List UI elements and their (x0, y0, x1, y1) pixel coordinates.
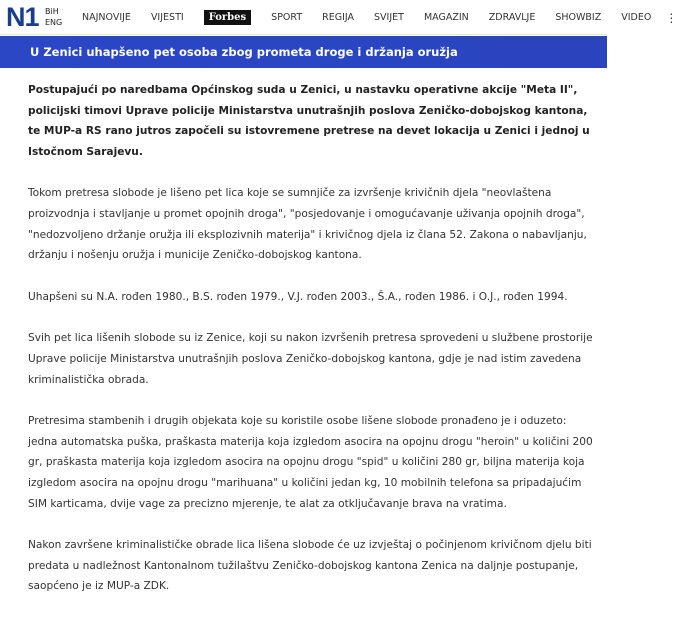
article-paragraph: Svih pet lica lišenih slobode su iz Zenice, koji su nakon izvršenih pretresa sprovedeni u službene prostorije Uprave policije Ministarstva unutrašnjih poslova Zeničko-dobojskog kantona, gdje je nad istim zavedena kriminalistička obrada. (28, 332, 593, 386)
article-lead: Postupajući po naredbama Općinskog suda u Zenici, u nastavku operativne akcije "Meta II", policijski timovi Uprave policije Ministarstva unutrašnjih poslova Zeničko-dobojskog kantona, te MUP-a RS rano jutros započeli su istovremene pretrese na devet lokacija u Zenici i jednoj u Istočnom Sarajevu. (28, 84, 590, 158)
edition-switcher (45, 6, 62, 28)
edition-bih[interactable]: BiH (45, 7, 59, 16)
nav-item-svijet[interactable]: SVIJET (374, 12, 404, 23)
nav-item-video[interactable]: VIDEO (621, 12, 652, 23)
nav-item-showbiz[interactable]: SHOWBIZ (555, 12, 602, 23)
top-navigation-bar (0, 0, 677, 35)
article-paragraph: Pretresima stambenih i drugih objekata koje su koristile osobe lišene slobode pronađeno je i oduzeto: jedna automatska puška, praškasta materija koja izgledom asocira na opojnu drogu "heroin" u količini 200 gr, praškasta materija koja izgledom asocira na opojnu drogu "spid" u količini 280 gr, biljna materija koja izgledom asocira na opojnu drogu "marihuana" u količini jedan kg, 10 mobilnih telefona sa pripadajućim SIM karticama, dvije vage za precizno mjerenje, te alat za otključavanje brava na vratima. (28, 415, 593, 510)
article-title: U Zenici uhapšeno pet osoba zbog prometa droge i držanja oružja (30, 45, 458, 59)
n1-logo[interactable]: N1 (6, 2, 39, 32)
nav-item-najnovije[interactable]: NAJNOVIJE (82, 12, 131, 23)
main-nav (82, 10, 677, 25)
more-menu-icon[interactable]: ⋮ (665, 10, 677, 25)
article-paragraph: Nakon završene kriminalističke obrade lica lišena slobode će uz izvještaj o počinjenom krivičnom djelu biti predata u nadležnost Kantonalnom tužilaštvu Zeničko-dobojskog kantona Zenica na daljnje postupanje, saopćeno je iz MUP-a ZDK. (28, 539, 592, 593)
nav-item-forbes[interactable]: Forbes (204, 10, 251, 25)
nav-item-sport[interactable]: SPORT (271, 12, 303, 23)
nav-item-vijesti[interactable]: VIJESTI (150, 12, 184, 23)
nav-item-zdravlje[interactable]: ZDRAVLJE (488, 12, 536, 23)
article-body (28, 80, 593, 618)
article-title-bar (0, 36, 607, 68)
article-paragraph: Uhapšeni su N.A. rođen 1980., B.S. rođen 1979., V.J. rođen 2003., Š.A., rođen 1986. i O.J., rođen 1994. (28, 290, 568, 303)
nav-item-regija[interactable]: REGIJA (322, 12, 355, 23)
article-paragraph: Tokom pretresa slobode je lišeno pet lica koje se sumnjiče za izvršenje krivičnih djela "neovlaštena proizvodnja i stavljanje u promet opojnih droga", "posjedovanje i omogućavanje uživanja opojnih droga", "nedozvoljeno držanje oružja ili eksplozivnih materija" i krivičnog djela iz člana 52. Zakona o nabavljanju, držanju i nošenju oružja i municije Zeničko-dobojskog kantona. (28, 187, 587, 262)
edition-eng[interactable]: ENG (45, 18, 63, 27)
nav-item-magazin[interactable]: MAGAZIN (423, 12, 469, 23)
